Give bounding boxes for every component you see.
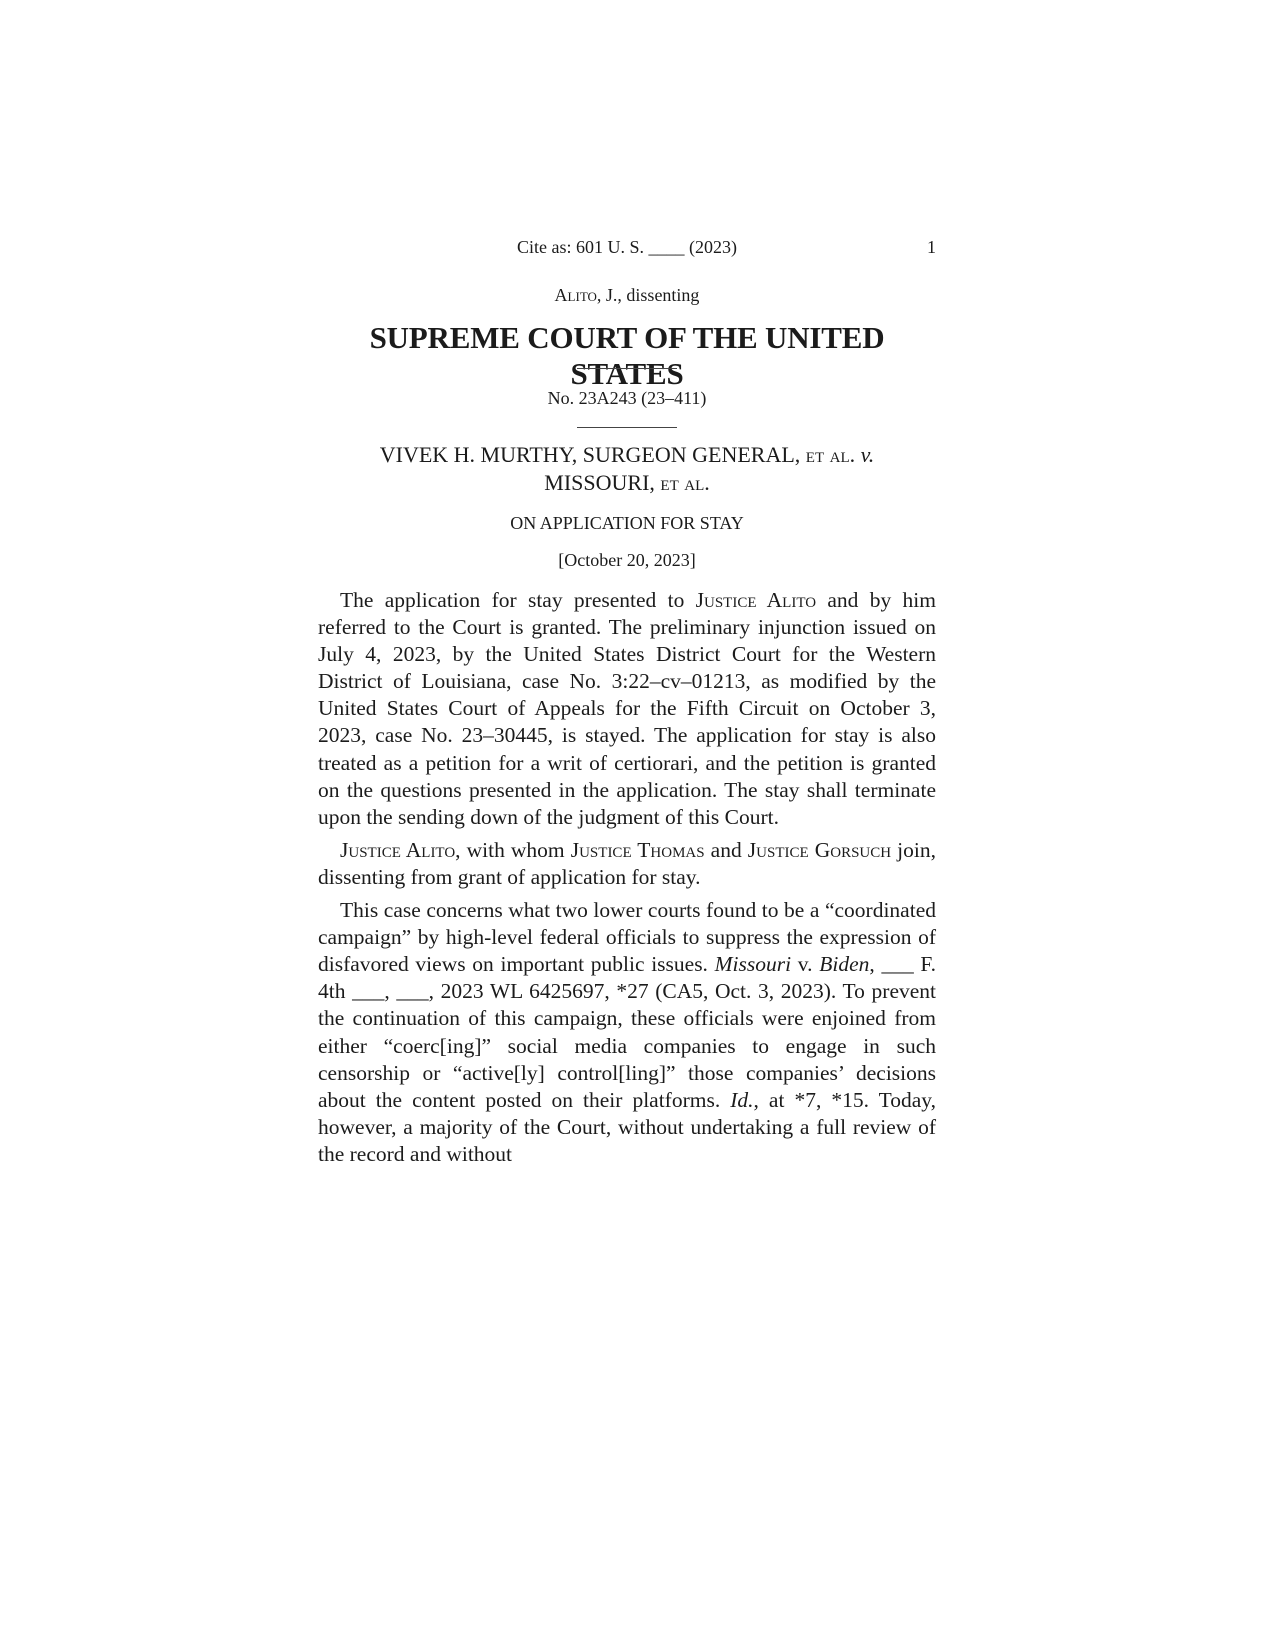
paragraph-dissent-body: This case concerns what two lower courts found to be a “coordinated campaign” by high-level federal officials to suppress the expression of disfavored views on important public issues. Missouri v. Biden, ___ F. 4th ___, ___, 2023 WL 6425697, *27 (CA5, Oct. 3, 2023). To prevent the continuation of this campaign, these officials were enjoined from either “coerc[ing]” social media companies to engage in such censorship or “active[ly] control[ling]” those companies’ decisions about the content posted on their platforms. Id., at *7, *15. Today, however, a majority of the Court, without undertaking a full review of the record and without: [318, 898, 937, 1166]
citation-id: Id.: [730, 1087, 754, 1112]
running-head-rest: , J., dissenting: [596, 285, 700, 305]
cite-line: Cite as: 601 U. S. ____ (2023): [517, 237, 737, 257]
divider-rule: [577, 427, 677, 428]
et-al: et al.: [660, 470, 710, 495]
opinion-page: [318, 0, 936, 1638]
opinion-body: [318, 587, 936, 1174]
justice-name: Justice Alito: [695, 588, 817, 612]
caption-line-2: MISSOURI, et al.: [544, 470, 710, 495]
caption-line-1: VIVEK H. MURTHY, SURGEON GENERAL, et al. v.: [379, 442, 875, 467]
page-number: 1: [927, 237, 936, 257]
court-title: SUPREME COURT OF THE UNITED STATES: [369, 320, 885, 391]
et-al: et al.: [805, 442, 856, 467]
case-caption: [318, 441, 936, 497]
case-name: Biden: [819, 952, 870, 977]
decision-date: [October 20, 2023]: [558, 550, 696, 570]
paragraph-order: The application for stay presented to Justice Alito and by him referred to the Court is granted. The preliminary injunction issued on July 4, 2023, by the United States District Court for the Western District of Louisiana, case No. 3:22–cv–01213, as modified by the United States Court of Appeals for the Fifth Circuit on October 3, 2023, case No. 23–30445, is stayed. The application for stay is also treated as a petition for a writ of certiorari, and the petition is granted on the questions presented in the application. The stay shall terminate upon the sending down of the judgment of this Court.: [318, 588, 936, 829]
versus: v.: [860, 442, 875, 467]
running-head: [318, 284, 936, 306]
divider-rule: [577, 368, 677, 369]
justice-name: Justice Gorsuch: [747, 837, 892, 862]
running-head-name: Alito: [554, 285, 597, 305]
justice-name: Justice Thomas: [570, 837, 705, 862]
docket-number: No. 23A243 (23–411): [547, 388, 707, 408]
on-application-heading: ON APPLICATION FOR STAY: [510, 513, 744, 533]
justice-name: Justice Alito: [340, 837, 456, 862]
case-name: Missouri: [714, 952, 792, 977]
paragraph-dissent-intro: Justice Alito, with whom Justice Thomas and Justice Gorsuch join, dissenting from grant of application for stay.: [318, 837, 937, 889]
